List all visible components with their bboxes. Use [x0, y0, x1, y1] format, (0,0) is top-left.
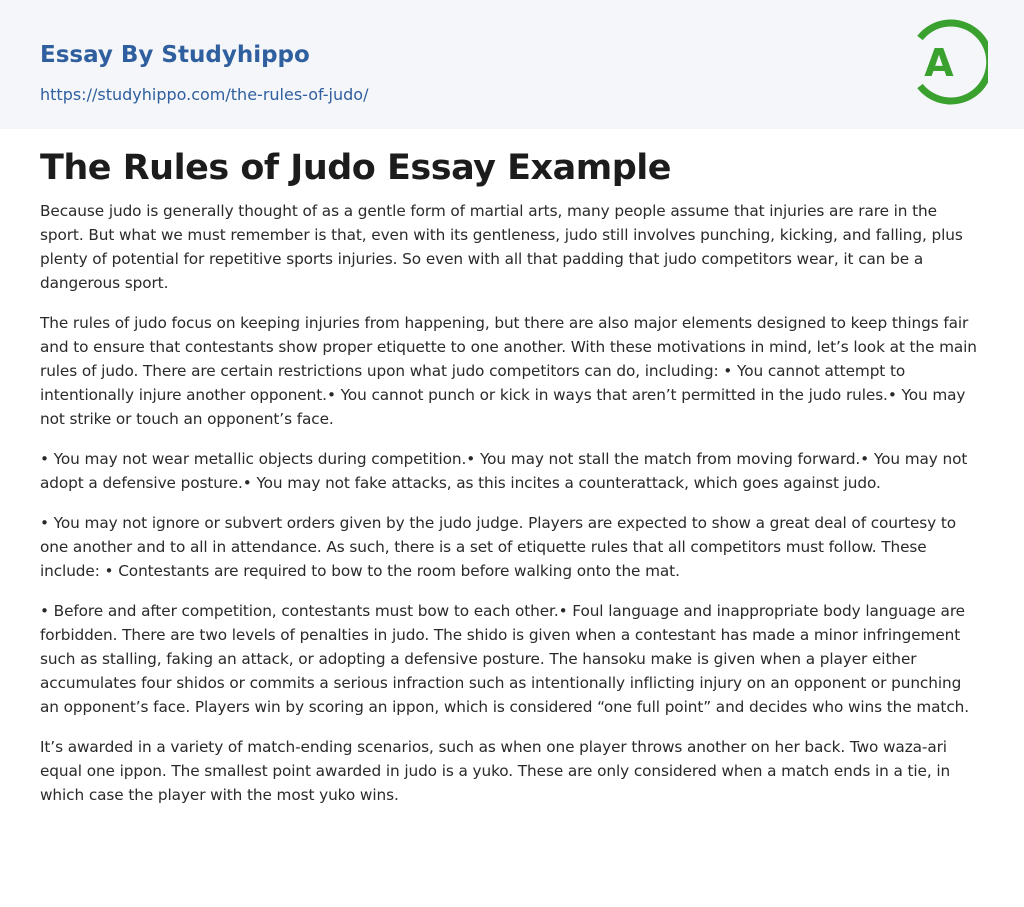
article-paragraph: • You may not ignore or subvert orders given by the judo judge. Players are expected to show a great deal of courtesy to one another and to all in attendance. As such, there is a set of etiquette rules that all competitors must follow. These include: • Contestants are required to bow to the room before walking onto the mat.	[40, 514, 957, 580]
article-paragraph: The rules of judo focus on keeping injuries from happening, but there are also major elements designed to keep things fair and to ensure that contestants show proper etiquette to one another. With these motivations in mind, let’s look at the main rules of judo. There are certain restrictions upon what judo competitors can do, including: • You cannot attempt to intentionally injure another opponent.• You cannot punch or kick in ways that aren’t permitted in the judo rules.• You may not strike or touch an opponent’s face.	[40, 314, 977, 428]
page-header	[0, 0, 1024, 129]
article-paragraph: • Before and after competition, contestants must bow to each other.• Foul language and inappropriate body language are forbidden. There are two levels of penalties in judo. The shido is given when a contestant has made a minor infringement such as stalling, faking an attack, or adopting a defensive posture. The hansoku make is given when a player either accumulates four shidos or commits a serious infraction such as intentionally inflicting injury on an opponent or punching an opponent’s face. Players win by scoring an ippon, which is considered “one full point” and decides who wins the match.	[40, 602, 969, 716]
article-paragraph: • You may not wear metallic objects during competition.• You may not stall the match from moving forward.• You may not adopt a defensive posture.• You may not fake attacks, as this incites a counterattack, which goes against judo.	[40, 450, 968, 492]
article-body	[0, 129, 1024, 807]
logo-letter: A	[924, 41, 954, 85]
article-paragraph: It’s awarded in a variety of match-ending scenarios, such as when one player throws another on her back. Two waza-ari equal one ippon. The smallest point awarded in judo is a yuko. These are only considered when a match ends in a tie, in which case the player with the most yuko wins.	[40, 738, 951, 804]
article-paragraph: Because judo is generally thought of as a gentle form of martial arts, many people assume that injuries are rare in the sport. But what we must remember is that, even with its gentleness, judo still involves punching, kicking, and falling, plus plenty of potential for repetitive sports injuries. So even with all that padding that judo competitors wear, it can be a dangerous sport.	[40, 202, 963, 292]
site-brand[interactable]: Essay By Studyhippo	[40, 42, 310, 68]
article-title: The Rules of Judo Essay Example	[40, 148, 671, 188]
studyhippo-logo-icon[interactable]	[912, 18, 988, 106]
essay-url-link[interactable]: https://studyhippo.com/the-rules-of-judo/	[40, 85, 369, 104]
